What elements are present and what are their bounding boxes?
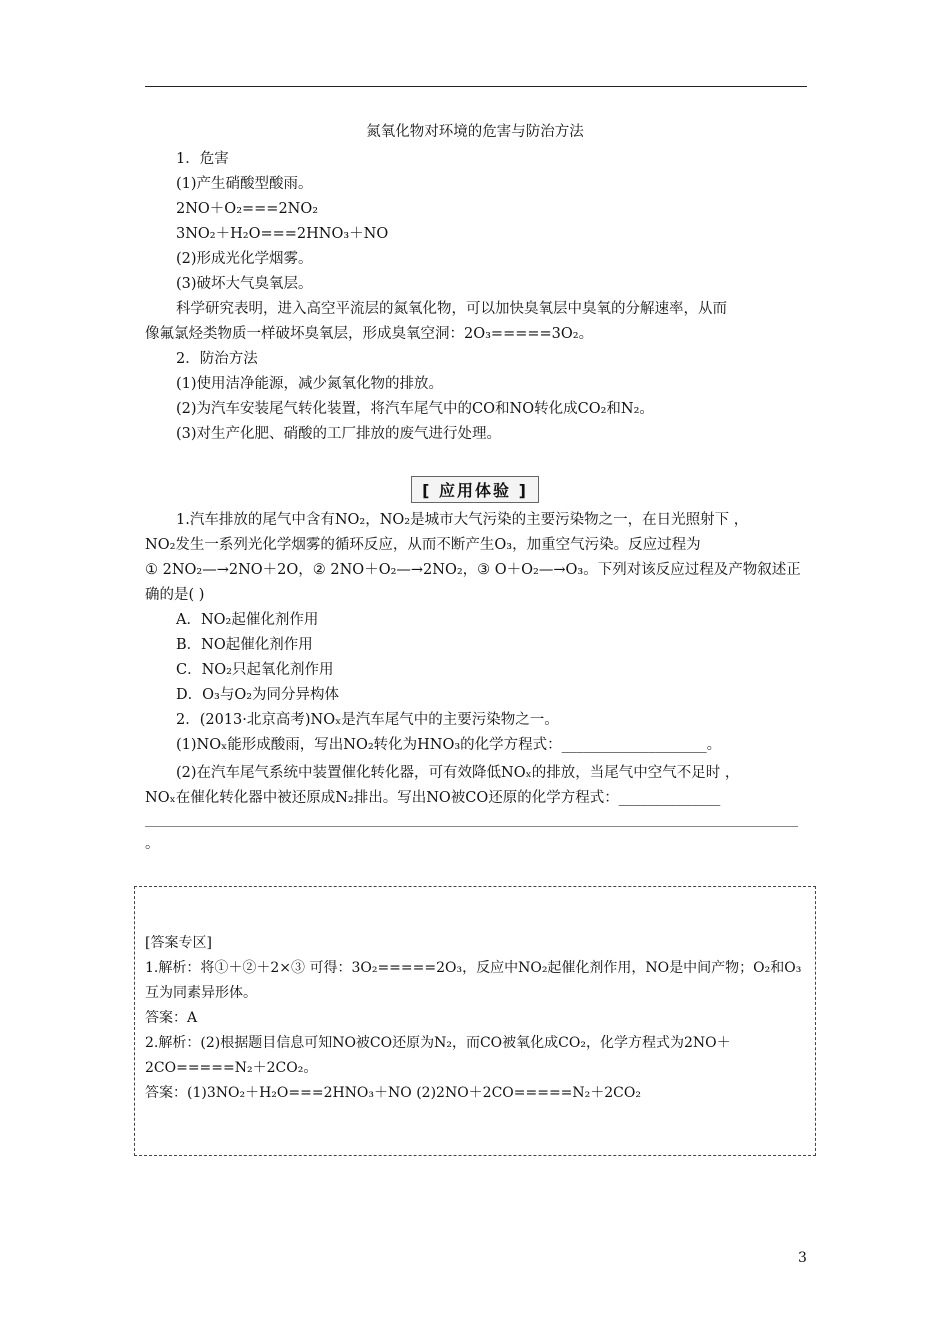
paragraph-line: 像氟氯烃类物质一样破坏臭氧层，形成臭氧空洞：2O₃=====3O₂。 — [145, 326, 594, 342]
equation: 2NO＋O₂===2NO₂ — [176, 201, 319, 217]
text-line: (2)形成光化学烟雾。 — [176, 251, 313, 267]
option-c: C．NO₂只起氧化剂作用 — [176, 662, 334, 678]
option-d: D．O₃与O₂为同分异构体 — [176, 687, 340, 703]
answer-line: 2.解析：(2)根据题目信息可知NO被CO还原为N₂，而CO被氧化成CO₂，化学方程式为2NO＋ — [145, 1035, 731, 1051]
answer-box — [134, 886, 816, 1156]
question-line: ① 2NO₂—→2NO＋2O，② 2NO＋O₂—→2NO₂，③ O＋O₂—→O₃。下列对该反应过程及产物叙述正 — [145, 562, 801, 578]
question-line: 2．(2013·北京高考)NOₓ是汽车尾气中的主要污染物之一。 — [176, 712, 559, 728]
answer-blank-line — [145, 826, 798, 827]
answer-heading: [答案专区] — [145, 935, 212, 951]
section-heading: [ 应用体验 ] — [0, 476, 950, 503]
paragraph-line: 科学研究表明，进入高空平流层的氮氧化物，可以加快臭氧层中臭氧的分解速率，从而 — [176, 301, 727, 317]
question-line: 1.汽车排放的尾气中含有NO₂，NO₂是城市大气污染的主要污染物之一，在日光照射下 ， — [176, 512, 749, 528]
option-b: B．NO起催化剂作用 — [176, 637, 313, 653]
question-line: NOₓ在催化转化器中被还原成N₂排出。写出NO被CO还原的化学方程式：______________ — [145, 790, 721, 806]
page-title: 氮氧化物对环境的危害与防治方法 — [366, 124, 584, 140]
header-rule — [145, 86, 807, 87]
question-line: 确的是( ) — [145, 587, 205, 603]
question-line: (2)在汽车尾气系统中装置催化转化器，可有效降低NOₓ的排放，当尾气中空气不足时 ， — [176, 765, 740, 781]
text-line: (1)产生硝酸型酸雨。 — [176, 176, 313, 192]
question-line: (1)NOₓ能形成酸雨，写出NO₂转化为HNO₃的化学方程式：____________________。 — [176, 737, 722, 753]
text-line: (3)对生产化肥、硝酸的工厂排放的废气进行处理。 — [176, 426, 502, 442]
question-line: 。 — [145, 836, 160, 852]
answer-line: 答案：(1)3NO₂＋H₂O===2HNO₃＋NO (2)2NO＋2CO=====N₂＋2CO₂ — [145, 1085, 641, 1101]
answer-line: 互为同素异形体。 — [145, 985, 257, 1001]
answer-line: 答案：A — [145, 1010, 198, 1026]
text-line: (2)为汽车安装尾气转化装置，将汽车尾气中的CO和NO转化成CO₂和N₂。 — [176, 401, 654, 417]
question-line: NO₂发生一系列光化学烟雾的循环反应，从而不断产生O₃，加重空气污染。反应过程为 — [145, 537, 701, 553]
answer-line: 2CO=====N₂＋2CO₂。 — [145, 1060, 318, 1076]
text-line: (1)使用洁净能源，减少氮氧化物的排放。 — [176, 376, 444, 392]
page-number: 3 — [798, 1250, 807, 1266]
text-line: (3)破坏大气臭氧层。 — [176, 276, 313, 292]
heading-hazard: 1．危害 — [176, 151, 229, 167]
option-a: A．NO₂起催化剂作用 — [176, 612, 319, 628]
equation: 3NO₂＋H₂O===2HNO₃＋NO — [176, 226, 389, 242]
heading-prevention: 2．防治方法 — [176, 351, 258, 367]
answer-line: 1.解析：将①＋②＋2×③ 可得：3O₂=====2O₃，反应中NO₂起催化剂作用，NO是中间产物；O₂和O₃ — [145, 960, 802, 976]
